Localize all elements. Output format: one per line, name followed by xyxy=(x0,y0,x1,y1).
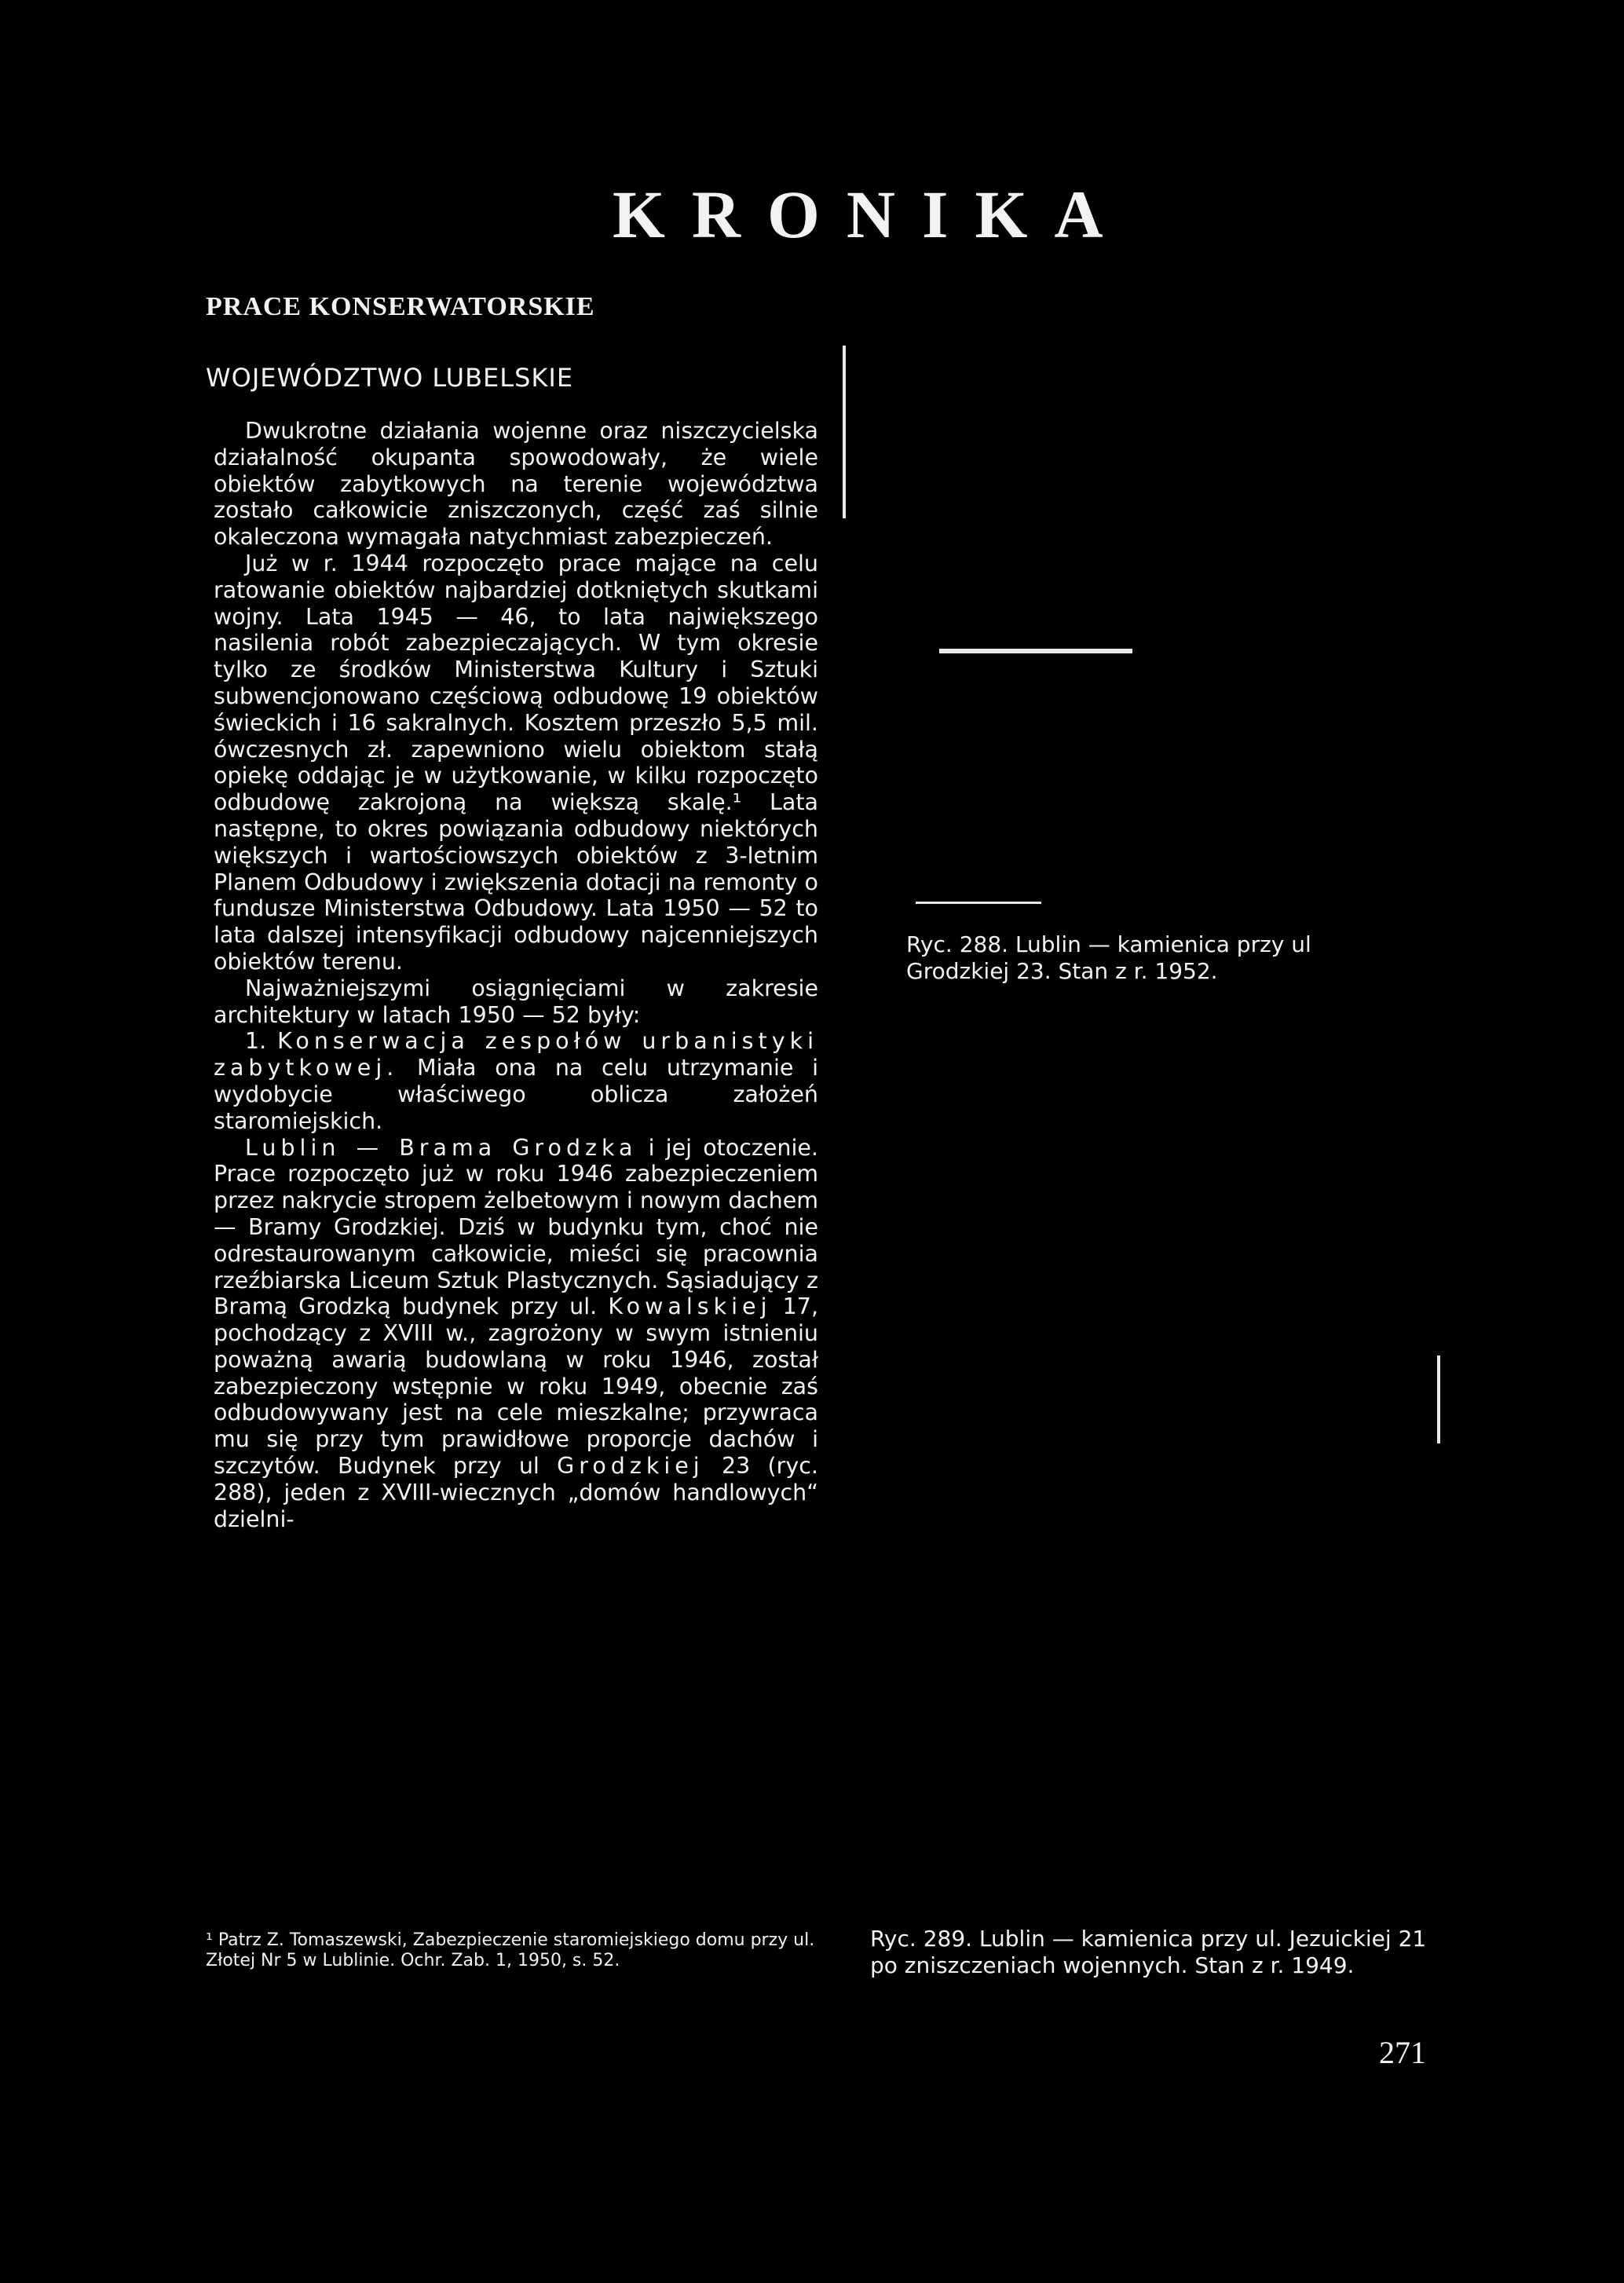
point-text: Miała ona na celu utrzymanie i wydobycie właściwego oblicza założeń staromiejskich. xyxy=(214,1055,818,1134)
figure-caption-289: Ryc. 289. Lublin — kamienica przy ul. Jezuickiej 21 po zniszczeniach wojennych. Stan z r. 1949. xyxy=(870,1926,1427,1978)
paragraph: Najważniejszymi osiągnięciami w zakresie architektury w latach 1950 — 52 były: xyxy=(214,975,818,1028)
street-name: Kowalskiej xyxy=(608,1293,772,1320)
page-number: 271 xyxy=(1379,2035,1426,2070)
lublin-head: Lublin — Brama Grodzka xyxy=(245,1134,638,1161)
figure-divider xyxy=(916,902,1041,904)
paragraph: Już w r. 1944 rozpoczęto prace mające na celu ratowanie obiektów najbardziej dotkniętych skutkami wojny. Lata 1945 — 46, to lata największego nasilenia robót zabezpieczających. W tym okresie tylko ze środków Ministerstwa Kultury i Sztuki subwencjonowano częściową odbudowę 19 obiektów świeckich i 16 sakralnych. Kosztem przeszło 5,5 mil. ówczesnych zł. zapewniono wielu obiektom stałą opiekę oddając je w użytkowanie, w kilku rozpoczęto odbudowę zakrojoną na większą skalę.¹ Lata następne, to okres powiązania odbudowy niektórych większych i wartościowszych obiektów z 3-letnim Planem Odbudowy i zwiększenia dotacji na remonty o fundusze Ministerstwa Odbudowy. Lata 1950 — 52 to lata dalszej intensyfikacji odbudowy najcenniejszych obiektów terenu. xyxy=(214,550,818,975)
figure-divider xyxy=(1437,1356,1440,1443)
figure-caption-288: Ryc. 288. Lublin — kamienica przy ul Grodzkiej 23. Stan z r. 1952. xyxy=(906,931,1311,984)
lublin-paragraph xyxy=(214,1135,818,1533)
subsection-heading: WOJEWÓDZTWO LUBELSKIE xyxy=(206,363,574,393)
footnote-text: Patrz Z. Tomaszewski, Zabezpieczenie staromiejskiego domu przy ul. Złotej Nr 5 w Lublinie. Ochr. Zab. 1, 1950, s. 52. xyxy=(206,1930,815,1970)
article-body xyxy=(214,418,818,1532)
street-name: Grodzkiej xyxy=(557,1453,704,1480)
lublin-text: i jej otoczenie. Prace rozpoczęto już w roku 1946 zabezpieczeniem przez nakrycie stropem żelbetowym i nowym dachem — Bramy Grodzkiej. Dziś w budynku tym, choć nie odrestaurowanym całkowicie, mieści się pracownia rzeźbiarska Liceum Sztuk Plastycznych. Sąsiadujący z Bramą Grodzką budynek przy ul. xyxy=(214,1134,818,1320)
point-1 xyxy=(214,1028,818,1134)
lublin-text: 23 (ryc. 288), jeden z XVIII-wiecznych „domów handlowych“ dzielni- xyxy=(214,1453,818,1532)
point-number: 1. xyxy=(245,1028,267,1055)
page-title: KRONIKA xyxy=(613,177,1130,252)
point-title: Konserwacja zespołów urbanistyki zabytkowej. xyxy=(214,1028,818,1081)
paragraph: Dwukrotne działania wojenne oraz niszczycielska działalność okupanta spowodowały, że wiele obiektów zabytkowych na terenie województwa zostało całkowicie zniszczonych, część zaś silnie okaleczona wymagała natychmiast zabezpieczeń. xyxy=(214,418,818,551)
footnote-mark: ¹ xyxy=(206,1930,213,1950)
footnote xyxy=(206,1930,818,1971)
section-heading: PRACE KONSERWATORSKIE xyxy=(206,292,595,321)
figure-divider xyxy=(843,346,846,518)
lublin-text: 17, pochodzący z XVIII w., zagrożony w swym istnieniu poważną awarią budowlaną w roku 1946, został zabezpieczony wstępnie w roku 1949, obecnie zaś odbudowywany jest na cele mieszkalne; przywraca mu się przy tym prawidłowe proporcje dachów i szczytów. Budynek przy ul xyxy=(214,1293,819,1480)
figure-divider xyxy=(939,649,1132,653)
